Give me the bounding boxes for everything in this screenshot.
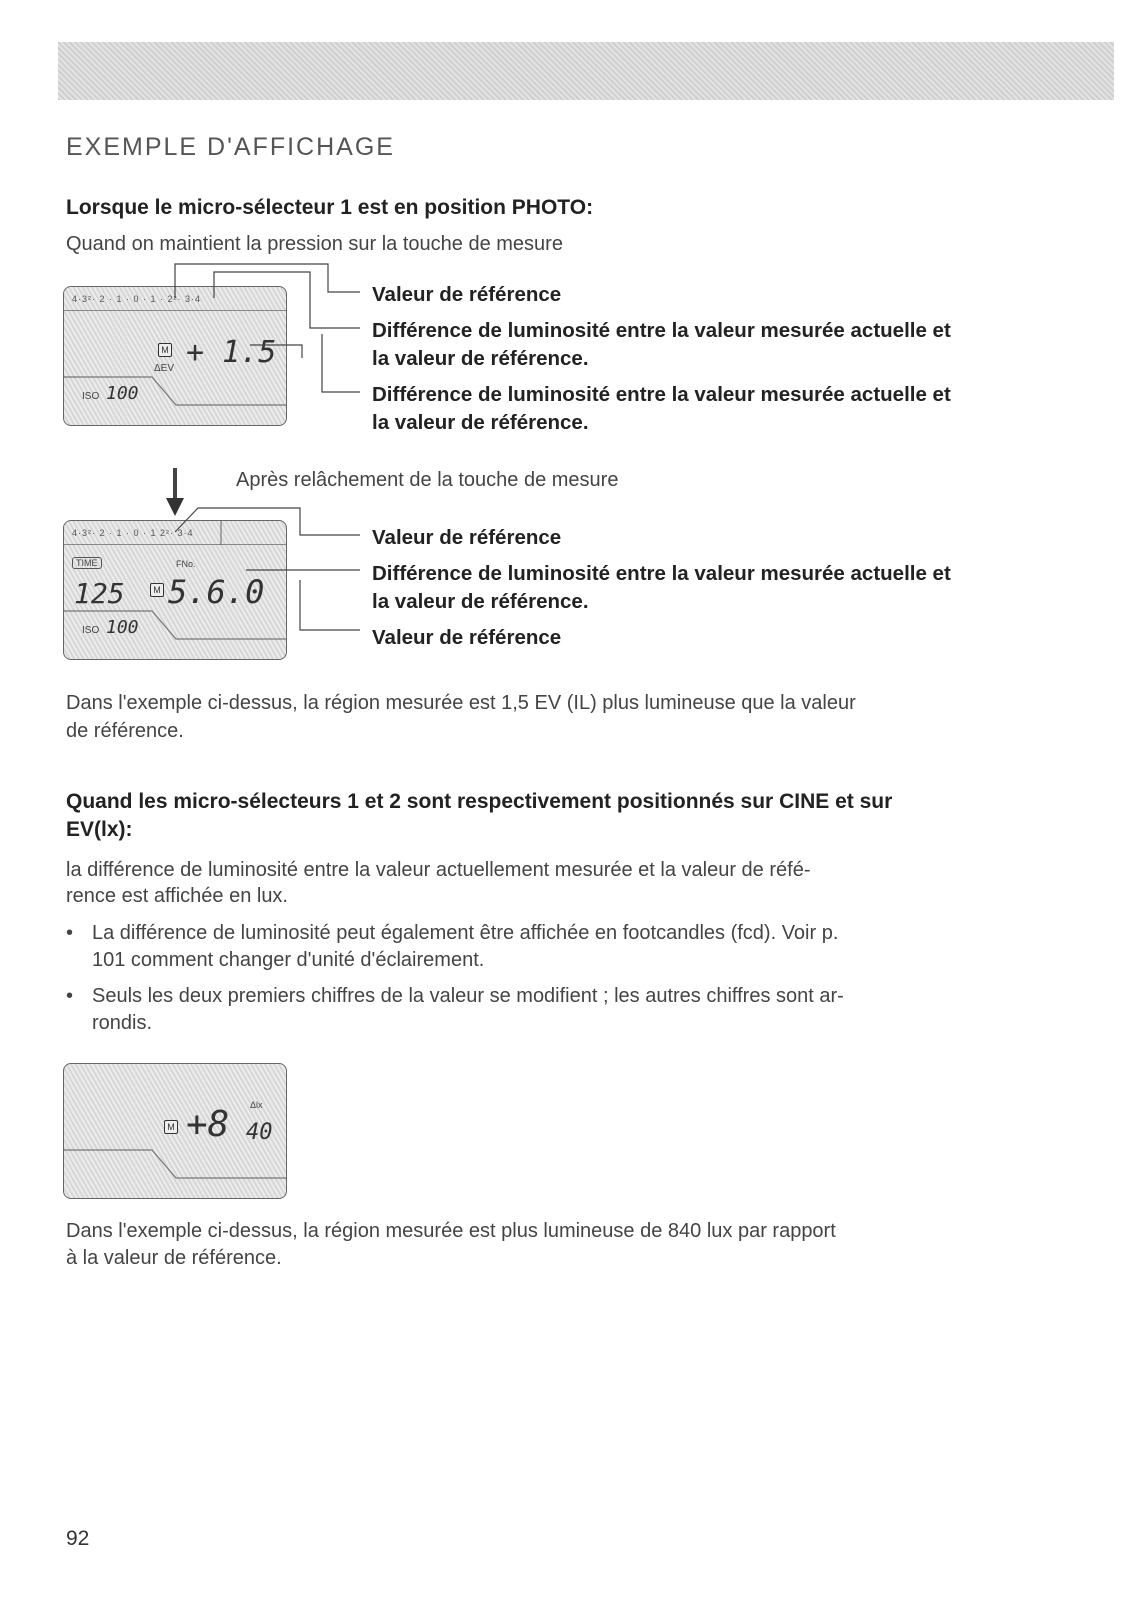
section2-heading-line2: EV(lx): [66,818,133,841]
lcd2-iso-label: ISO [82,625,100,636]
lcd3-unit-label: Δlx [250,1100,263,1110]
section2-conclusion-line2: à la valeur de référence. [66,1247,282,1269]
lcd1-sub-label: ΔEV [154,363,175,374]
lcd1-iso-label: ISO [82,391,100,402]
bullet-dot-icon: • [66,922,74,944]
callout1-diff-a-line1: Différence de luminosité entre la valeur mesurée actuelle et [372,319,951,342]
lcd2-fno-label: FNo. [176,559,196,569]
callout2-diff-line1: Différence de luminosité entre la valeur mesurée actuelle et [372,562,951,585]
page-number: 92 [66,1527,90,1550]
section2-conclusion-line1: Dans l'exemple ci-dessus, la région mesurée est plus lumineuse de 840 lux par rapport [66,1220,836,1242]
bullet-dot-icon: • [66,985,74,1007]
callout2-reference-b: Valeur de référence [372,626,562,649]
section2-intro-line1: la différence de luminosité entre la valeur actuellement mesurée et la valeur de réfé- [66,859,811,881]
lcd2-shutter-value: 125 [74,577,125,610]
callout1-diff-b-line1: Différence de luminosité entre la valeur mesurée actuelle et [372,383,951,406]
callout1-reference: Valeur de référence [372,283,562,306]
lcd1-main-value: + 1.5 [186,335,277,370]
bullet-1-line1: La différence de luminosité peut également être affichée en footcandles (fcd). Voir p. [92,922,839,944]
section1-intro: Quand on maintient la pression sur la touche de mesure [66,233,563,255]
callout1-diff-a-line2: la valeur de référence. [372,347,589,370]
section1-conclusion-line1: Dans l'exemple ci-dessus, la région mesurée est 1,5 EV (IL) plus lumineuse que la valeur [66,692,856,714]
callout2-reference-a: Valeur de référence [372,526,562,549]
bullet-2-line1: Seuls les deux premiers chiffres de la valeur se modifient ; les autres chiffres sont ar- [92,985,844,1007]
lcd1-scale: 4·3²· 2 · 1 · 0 · 1 · 2²· 3·4 [64,287,286,311]
lcd1-iso-value: 100 [106,383,139,404]
bullet-item-2 [66,983,1056,1037]
section2-heading-line1: Quand les micro-sélecteurs 1 et 2 sont respectivement positionnés sur CINE et sur [66,790,893,813]
lcd3-lower-outline [64,1064,286,1198]
lcd2-memory-icon: M [150,583,164,597]
callout2-diff-line2: la valeur de référence. [372,590,589,613]
lcd1-memory-icon: M [158,343,172,357]
lcd2-aperture-value: 5.6.0 [168,573,265,611]
release-caption: Après relâchement de la touche de mesure [236,469,619,491]
down-arrow-icon [166,498,184,516]
lcd-display-3 [63,1063,287,1199]
section1-heading: Lorsque le micro-sélecteur 1 est en position PHOTO: [66,196,594,219]
lcd2-scale: 4·3²· 2 · 1 · 0 · 1 2²· 3·4 [64,521,286,545]
lcd2-time-label: TIME [72,557,102,569]
lcd3-main-value: +8 [186,1104,230,1145]
lcd3-small-value: 40 [246,1120,273,1145]
page-title: EXEMPLE D'AFFICHAGE [66,133,395,161]
lcd2-iso-value: 100 [106,617,139,638]
section2-intro-line2: rence est affichée en lux. [66,885,288,907]
bullet-2-line2: rondis. [92,1012,153,1034]
callout1-diff-b-line2: la valeur de référence. [372,411,589,434]
bullet-item-1 [66,920,1056,974]
lcd3-memory-icon: M [164,1120,178,1134]
bullet-1-line2: 101 comment changer d'unité d'éclairement. [92,949,485,971]
section1-conclusion-line2: de référence. [66,720,184,742]
